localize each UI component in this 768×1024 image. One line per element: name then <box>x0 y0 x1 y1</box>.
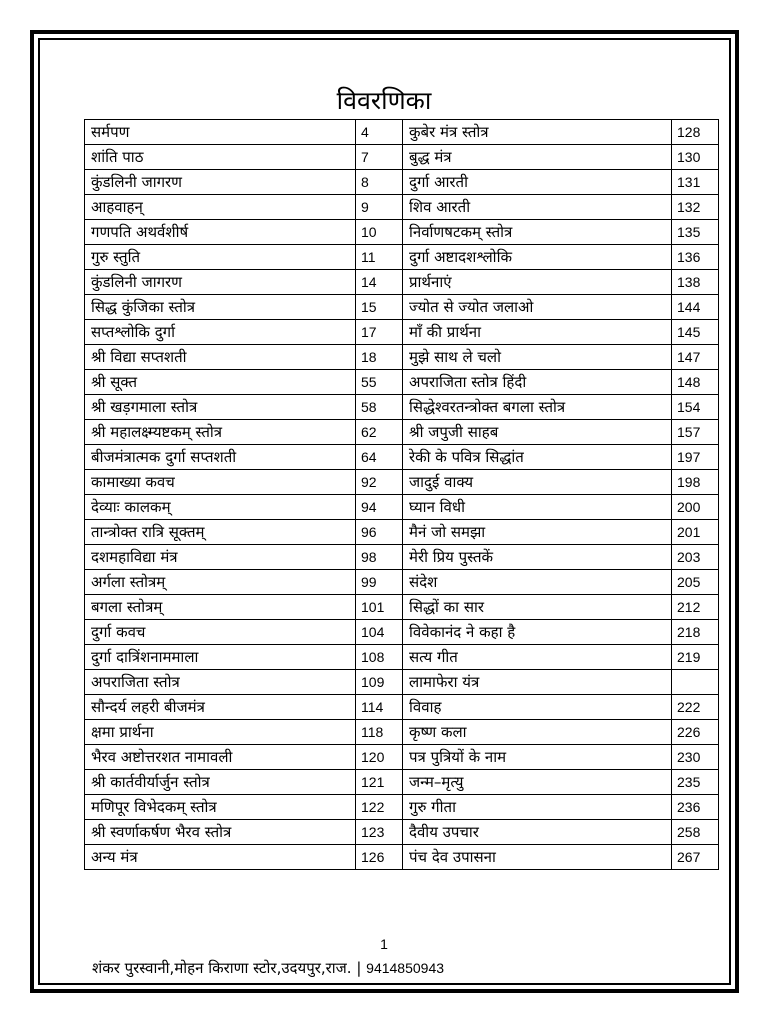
entry-page: 92 <box>356 470 403 495</box>
entry-page: 120 <box>356 745 403 770</box>
entry-title: कृष्ण कला <box>403 720 672 745</box>
table-row <box>85 770 719 795</box>
entry-title: श्री खड़गमाला स्तोत्र <box>85 395 356 420</box>
table-row <box>85 745 719 770</box>
entry-title: श्री जपुजी साहब <box>403 420 672 445</box>
entry-title: लामाफेरा यंत्र <box>403 670 672 695</box>
entry-title: कामाख्या कवच <box>85 470 356 495</box>
entry-title: बुद्ध मंत्र <box>403 145 672 170</box>
entry-page: 267 <box>672 845 719 870</box>
entry-title: जादुई वाक्य <box>403 470 672 495</box>
footer-phone: 9414850943 <box>366 960 445 976</box>
entry-title: श्री महालक्ष्म्यष्टकम् स्तोत्र <box>85 420 356 445</box>
table-row <box>85 420 719 445</box>
entry-title: विवाह <box>403 695 672 720</box>
entry-page: 226 <box>672 720 719 745</box>
table-row <box>85 145 719 170</box>
entry-title: गुरु गीता <box>403 795 672 820</box>
entry-page: 94 <box>356 495 403 520</box>
entry-title: ज्योत से ज्योत जलाओ <box>403 295 672 320</box>
table-row <box>85 645 719 670</box>
entry-title: बीजमंत्रात्मक दुर्गा सप्तशती <box>85 445 356 470</box>
entry-page: 7 <box>356 145 403 170</box>
table-row <box>85 595 719 620</box>
contents-table-body <box>85 120 719 870</box>
entry-title: शिव आरती <box>403 195 672 220</box>
entry-page: 145 <box>672 320 719 345</box>
entry-page: 123 <box>356 820 403 845</box>
table-row <box>85 845 719 870</box>
entry-page: 197 <box>672 445 719 470</box>
page-title: विवरणिका <box>336 86 432 115</box>
entry-page: 101 <box>356 595 403 620</box>
entry-title: सिद्ध कुंजिका स्तोत्र <box>85 295 356 320</box>
table-row <box>85 520 719 545</box>
entry-page: 219 <box>672 645 719 670</box>
entry-page: 198 <box>672 470 719 495</box>
entry-page: 18 <box>356 345 403 370</box>
entry-title: रेकी के पवित्र सिद्धांत <box>403 445 672 470</box>
entry-page: 108 <box>356 645 403 670</box>
entry-page: 55 <box>356 370 403 395</box>
table-row <box>85 120 719 145</box>
page-number: 1 <box>380 936 388 952</box>
entry-title: देव्याः कालकम् <box>85 495 356 520</box>
entry-title: निर्वाणषटकम् स्तोत्र <box>403 220 672 245</box>
entry-title: माँ की प्रार्थना <box>403 320 672 345</box>
entry-page: 58 <box>356 395 403 420</box>
entry-page: 114 <box>356 695 403 720</box>
entry-page: 64 <box>356 445 403 470</box>
entry-page: 8 <box>356 170 403 195</box>
table-row <box>85 320 719 345</box>
table-row <box>85 670 719 695</box>
entry-title: सत्य गीत <box>403 645 672 670</box>
entry-page: 11 <box>356 245 403 270</box>
entry-title: सौन्दर्य लहरी बीजमंत्र <box>85 695 356 720</box>
table-row <box>85 295 719 320</box>
entry-page: 147 <box>672 345 719 370</box>
table-row <box>85 220 719 245</box>
entry-page <box>672 670 719 695</box>
entry-title: भैरव अष्टोत्तरशत नामावली <box>85 745 356 770</box>
table-row <box>85 620 719 645</box>
table-row <box>85 545 719 570</box>
entry-page: 98 <box>356 545 403 570</box>
entry-page: 203 <box>672 545 719 570</box>
entry-title: सिद्धों का सार <box>403 595 672 620</box>
entry-title: अन्य मंत्र <box>85 845 356 870</box>
footer <box>92 958 444 978</box>
entry-title: कुंडलिनी जागरण <box>85 270 356 295</box>
entry-title: दशमहाविद्या मंत्र <box>85 545 356 570</box>
entry-title: दुर्गा दात्रिंशनाममाला <box>85 645 356 670</box>
entry-title: श्री विद्या सप्तशती <box>85 345 356 370</box>
table-row <box>85 720 719 745</box>
entry-page: 258 <box>672 820 719 845</box>
entry-title: मुझे साथ ले चलो <box>403 345 672 370</box>
entry-page: 138 <box>672 270 719 295</box>
table-row <box>85 370 719 395</box>
entry-title: सिद्धेश्वरतन्त्रोक्त बगला स्तोत्र <box>403 395 672 420</box>
entry-title: क्षमा प्रार्थना <box>85 720 356 745</box>
entry-title: जन्म–मृत्यु <box>403 770 672 795</box>
entry-page: 126 <box>356 845 403 870</box>
entry-page: 135 <box>672 220 719 245</box>
entry-title: तान्त्रोक्त रात्रि सूक्तम् <box>85 520 356 545</box>
entry-page: 235 <box>672 770 719 795</box>
entry-title: श्री कार्तवीर्यार्जुन स्तोत्र <box>85 770 356 795</box>
entry-page: 201 <box>672 520 719 545</box>
entry-page: 148 <box>672 370 719 395</box>
table-row <box>85 395 719 420</box>
entry-page: 118 <box>356 720 403 745</box>
table-row <box>85 270 719 295</box>
entry-title: संदेश <box>403 570 672 595</box>
table-row <box>85 170 719 195</box>
entry-page: 131 <box>672 170 719 195</box>
table-row <box>85 570 719 595</box>
entry-page: 212 <box>672 595 719 620</box>
entry-page: 15 <box>356 295 403 320</box>
table-row <box>85 195 719 220</box>
entry-page: 17 <box>356 320 403 345</box>
entry-title: श्री स्वर्णाकर्षण भैरव स्तोत्र <box>85 820 356 845</box>
entry-page: 132 <box>672 195 719 220</box>
entry-title: अपराजिता स्तोत्र हिंदी <box>403 370 672 395</box>
entry-page: 157 <box>672 420 719 445</box>
entry-page: 236 <box>672 795 719 820</box>
entry-title: मेरी प्रिय पुस्तकें <box>403 545 672 570</box>
entry-title: सर्मपण <box>85 120 356 145</box>
table-row <box>85 695 719 720</box>
entry-page: 104 <box>356 620 403 645</box>
entry-title: पत्र पुत्रियों के नाम <box>403 745 672 770</box>
entry-title: आहवाहन् <box>85 195 356 220</box>
entry-page: 136 <box>672 245 719 270</box>
entry-title: कुंडलिनी जागरण <box>85 170 356 195</box>
entry-page: 96 <box>356 520 403 545</box>
entry-page: 10 <box>356 220 403 245</box>
entry-title: बगला स्तोत्रम् <box>85 595 356 620</box>
entry-title: दुर्गा अष्टादशश्लोकि <box>403 245 672 270</box>
entry-page: 154 <box>672 395 719 420</box>
entry-title: गुरु स्तुति <box>85 245 356 270</box>
entry-title: शांति पाठ <box>85 145 356 170</box>
entry-page: 130 <box>672 145 719 170</box>
entry-title: दैवीय उपचार <box>403 820 672 845</box>
entry-title: पंच देव उपासना <box>403 845 672 870</box>
table-row <box>85 445 719 470</box>
entry-page: 200 <box>672 495 719 520</box>
entry-title: विवेकानंद ने कहा है <box>403 620 672 645</box>
table-row <box>85 245 719 270</box>
entry-title: श्री सूक्त <box>85 370 356 395</box>
table-row <box>85 470 719 495</box>
entry-title: अपराजिता स्तोत्र <box>85 670 356 695</box>
footer-text: शंकर पुरस्वानी,मोहन किराणा स्टोर,उदयपुर,राज. | <box>92 959 367 977</box>
entry-page: 14 <box>356 270 403 295</box>
entry-page: 122 <box>356 795 403 820</box>
entry-title: दुर्गा कवच <box>85 620 356 645</box>
entry-page: 109 <box>356 670 403 695</box>
entry-page: 230 <box>672 745 719 770</box>
entry-page: 9 <box>356 195 403 220</box>
table-row <box>85 820 719 845</box>
entry-page: 99 <box>356 570 403 595</box>
entry-title: घ्यान विधी <box>403 495 672 520</box>
entry-page: 144 <box>672 295 719 320</box>
entry-title: अर्गला स्तोत्रम् <box>85 570 356 595</box>
entry-title: दुर्गा आरती <box>403 170 672 195</box>
entry-page: 4 <box>356 120 403 145</box>
entry-page: 128 <box>672 120 719 145</box>
entry-title: गणपति अथर्वशीर्ष <box>85 220 356 245</box>
entry-title: कुबेर मंत्र स्तोत्र <box>403 120 672 145</box>
table-row <box>85 495 719 520</box>
entry-page: 121 <box>356 770 403 795</box>
table-row <box>85 795 719 820</box>
entry-page: 218 <box>672 620 719 645</box>
entry-title: मणिपूर विभेदकम् स्तोत्र <box>85 795 356 820</box>
entry-title: मैनं जो समझा <box>403 520 672 545</box>
contents-table <box>84 119 719 870</box>
entry-page: 205 <box>672 570 719 595</box>
table-row <box>85 345 719 370</box>
entry-title: सप्तश्लोकि दुर्गा <box>85 320 356 345</box>
entry-page: 222 <box>672 695 719 720</box>
entry-page: 62 <box>356 420 403 445</box>
entry-title: प्रार्थनाएं <box>403 270 672 295</box>
